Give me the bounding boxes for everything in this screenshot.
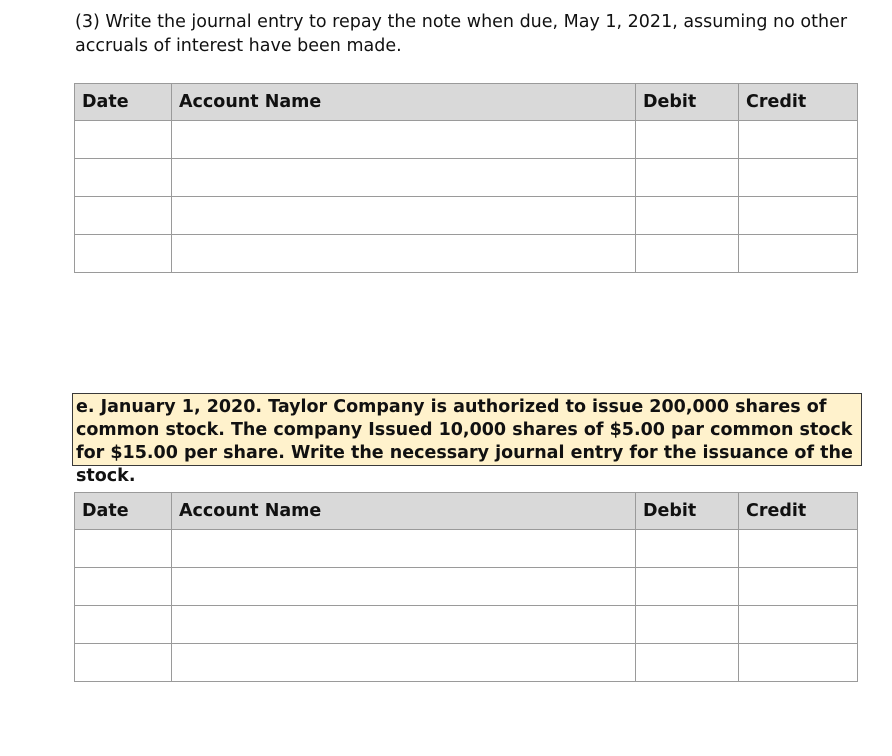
table-row (75, 644, 858, 682)
date-cell[interactable] (75, 530, 172, 568)
debit-cell[interactable] (636, 197, 739, 235)
date-header: Date (75, 493, 172, 530)
table-header-row (75, 84, 858, 121)
credit-header: Credit (739, 84, 858, 121)
account-name-header: Account Name (172, 84, 636, 121)
table-row (75, 121, 858, 159)
debit-cell[interactable] (636, 235, 739, 273)
date-header: Date (75, 84, 172, 121)
debit-cell[interactable] (636, 644, 739, 682)
debit-cell[interactable] (636, 159, 739, 197)
debit-cell[interactable] (636, 606, 739, 644)
table-row (75, 197, 858, 235)
credit-cell[interactable] (739, 530, 858, 568)
account-name-cell[interactable] (172, 568, 636, 606)
date-cell[interactable] (75, 197, 172, 235)
account-name-cell[interactable] (172, 159, 636, 197)
table-row (75, 159, 858, 197)
account-name-header: Account Name (172, 493, 636, 530)
date-cell[interactable] (75, 235, 172, 273)
debit-header: Debit (636, 493, 739, 530)
credit-cell[interactable] (739, 606, 858, 644)
table-row (75, 568, 858, 606)
question-3-text: (3) Write the journal entry to repay the note when due, May 1, 2021, assuming no other accruals of interest have been made. (75, 12, 848, 56)
table-row (75, 606, 858, 644)
credit-cell[interactable] (739, 235, 858, 273)
date-cell[interactable] (75, 644, 172, 682)
table-header-row (75, 493, 858, 530)
date-cell[interactable] (75, 568, 172, 606)
account-name-cell[interactable] (172, 197, 636, 235)
debit-cell[interactable] (636, 568, 739, 606)
credit-cell[interactable] (739, 159, 858, 197)
journal-table-1 (74, 83, 858, 273)
debit-cell[interactable] (636, 121, 739, 159)
date-cell[interactable] (75, 121, 172, 159)
journal-table-2 (74, 492, 858, 682)
credit-cell[interactable] (739, 644, 858, 682)
date-cell[interactable] (75, 606, 172, 644)
table-row (75, 235, 858, 273)
account-name-cell[interactable] (172, 530, 636, 568)
credit-cell[interactable] (739, 197, 858, 235)
credit-cell[interactable] (739, 121, 858, 159)
credit-header: Credit (739, 493, 858, 530)
problem-e-text: e. January 1, 2020. Taylor Company is authorized to issue 200,000 shares of common stock. The company Issued 10,000 shares of $5.00 par common stock for $15.00 per share. Write the necessary journal entry for the issuance of the stock. (72, 393, 862, 466)
debit-cell[interactable] (636, 530, 739, 568)
account-name-cell[interactable] (172, 644, 636, 682)
debit-header: Debit (636, 84, 739, 121)
table-row (75, 530, 858, 568)
date-cell[interactable] (75, 159, 172, 197)
account-name-cell[interactable] (172, 121, 636, 159)
account-name-cell[interactable] (172, 235, 636, 273)
account-name-cell[interactable] (172, 606, 636, 644)
credit-cell[interactable] (739, 568, 858, 606)
